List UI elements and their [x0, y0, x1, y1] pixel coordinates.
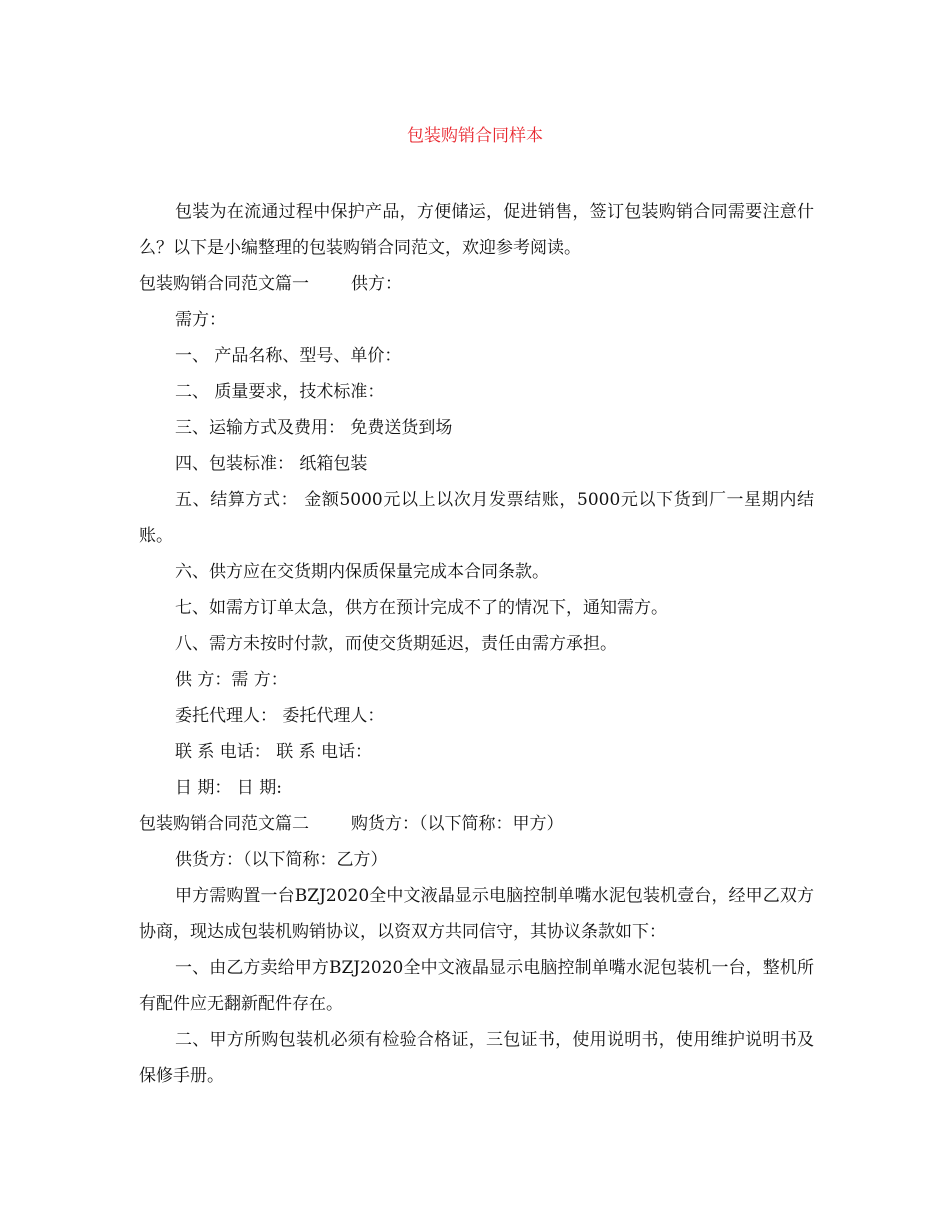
signature-agents: 委托代理人： 委托代理人：	[175, 706, 385, 726]
sample1-item-7: 七、如需方订单太急，供方在预计完成不了的情况下，通知需方。	[175, 598, 668, 618]
sample1-buyer-label: 需方：	[175, 310, 226, 330]
signature-dates: 日 期： 日 期:	[175, 778, 282, 798]
sample1-item-4: 四、包装标准： 纸箱包装	[175, 454, 368, 474]
sample2-paragraph-3: 二、甲方所购包装机必须有检验合格证，三包证书，使用说明书，使用维护说明书及保修手册。	[139, 1030, 814, 1086]
sample1-item-6: 六、供方应在交货期内保质保量完成本合同条款。	[175, 562, 549, 582]
sample2-paragraph-2: 一、由乙方卖给甲方BZJ2020全中文液晶显示电脑控制单嘴水泥包装机一台，整机所有配件应无翻新配件存在。	[139, 958, 814, 1014]
sample1-item-8: 八、需方未按时付款，而使交货期延迟，责任由需方承担。	[175, 634, 617, 654]
sample2-supplier-label: 供货方：（以下简称：乙方）	[175, 850, 388, 870]
document-title: 包装购销合同样本	[407, 126, 543, 146]
sample1-supplier-label: 供方：	[351, 274, 402, 294]
sample2-heading: 包装购销合同范文篇二	[139, 814, 309, 834]
sample1-item-1: 一、 产品名称、型号、单价：	[175, 346, 402, 366]
sample2-paragraph-1: 甲方需购置一台BZJ2020全中文液晶显示电脑控制单嘴水泥包装机壹台，经甲乙双方协商，现达成包装机购销协议，以资双方共同信守，其协议条款如下：	[139, 886, 814, 942]
sample2-heading-line	[139, 806, 814, 842]
signature-phones: 联 系 电话： 联 系 电话：	[175, 742, 373, 762]
sample1-item-5: 五、结算方式： 金额5000元以上以次月发票结账，5000元以下货到厂一星期内结账。	[139, 490, 814, 546]
document-body	[139, 194, 814, 1094]
sample1-item-3: 三、运输方式及费用： 免费送货到场	[175, 418, 453, 438]
sample1-heading-line	[139, 266, 814, 302]
sample1-item-2: 二、 质量要求，技术标准：	[175, 382, 385, 402]
sample1-heading: 包装购销合同范文篇一	[139, 274, 309, 294]
signature-parties: 供 方：需 方：	[175, 670, 288, 690]
intro-paragraph: 包装为在流通过程中保护产品，方便储运，促进销售，签订包装购销合同需要注意什么？以下是小编整理的包装购销合同范文，欢迎参考阅读。	[139, 202, 814, 258]
sample2-buyer-label: 购货方：（以下简称：甲方）	[351, 814, 564, 834]
